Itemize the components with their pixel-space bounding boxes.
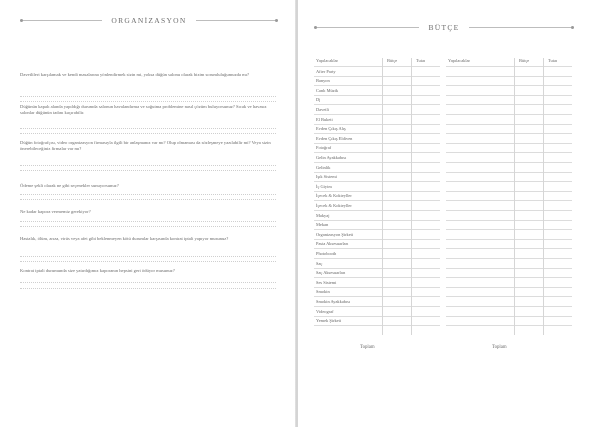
- budget-item-label: Videograf: [316, 308, 334, 314]
- budget-item-label: Makyaj: [316, 212, 330, 218]
- question-text: Ödeme şekli olarak ne gibi seçenekler sunuyorsunuz?: [20, 183, 119, 188]
- total-label: Toplam: [360, 345, 375, 350]
- row-rule: [446, 248, 572, 249]
- budget-item-label: İçecek & Kokteyller: [316, 202, 352, 208]
- page-title: BÜTÇE: [428, 22, 460, 32]
- budget-item-label: Gelinlik: [316, 164, 331, 170]
- row-rule: [314, 325, 440, 326]
- budget-item-label: Işık Sistemi: [316, 174, 337, 180]
- budget-item-label: Ses Sistemi: [316, 279, 337, 285]
- row-rule: [446, 325, 572, 326]
- column-rule: [411, 58, 412, 335]
- answer-line: [20, 96, 276, 97]
- column-header: Tutar: [416, 58, 426, 63]
- row-rule: [446, 181, 572, 182]
- budget-item-label: Mekan: [316, 222, 329, 228]
- budget-item-label: Evden Çıkış Alış: [316, 126, 346, 132]
- header-rule: [469, 27, 571, 28]
- column-header: Bütçe: [387, 58, 398, 63]
- question-item: [20, 72, 276, 78]
- budget-item-label: İçecek & Kokteyller: [316, 193, 352, 199]
- question-item: [20, 268, 276, 274]
- answer-line: [20, 199, 276, 200]
- row-rule: [446, 258, 572, 259]
- question-text: Ne kadar kapora vermemiz gerekiyor?: [20, 209, 91, 214]
- column-header: Yapılacaklar: [448, 58, 470, 63]
- question-text: Düğünün kapalı alanda yapıldığı durumda salonun havalandırma ve soğutma problemine nasıl çözüm buluyorsunuz? Sıcak ve havasız salonlar düğünün tadını kaçırabilir.: [20, 104, 267, 116]
- column-rule: [514, 58, 515, 335]
- budget-header: [314, 21, 574, 33]
- question-text: Düğün fotoğrafçısı, video organizasyon firmasıyla ilgili bir anlaşmanız var mı? Olup olmaması da sözleşmeye yazılabilir mi? Veya sizin önerebileceğiniz firmalar var mı?: [20, 140, 271, 152]
- budget-item-label: Evden Çıkış Eldiven: [316, 135, 353, 141]
- question-text: Kontrat iptali durumunda size yatırdığımız kaporanın hepsini geri ödüyor musunuz?: [20, 268, 175, 273]
- question-item: [20, 140, 276, 152]
- row-rule: [446, 152, 572, 153]
- row-rule: [446, 200, 572, 201]
- row-rule: [446, 268, 572, 269]
- row-rule: [446, 229, 572, 230]
- budget-item-label: Saç Aksesuarları: [316, 270, 346, 276]
- page-title: ORGANİZASYON: [111, 15, 187, 25]
- answer-line: [20, 128, 276, 129]
- row-rule: [446, 277, 572, 278]
- row-rule: [446, 104, 572, 105]
- answer-line: [20, 221, 276, 222]
- answer-line: [20, 282, 276, 283]
- column-rule: [382, 58, 383, 335]
- question-item: [20, 183, 276, 189]
- answer-line: [20, 133, 276, 134]
- answer-line: [20, 288, 276, 289]
- column-header: Bütçe: [519, 58, 530, 63]
- row-rule: [446, 296, 572, 297]
- total-label: Toplam: [492, 345, 507, 350]
- header-rule: [196, 20, 275, 21]
- question-text: Davetlileri karşılamak ve kendi masalarına yönlendirmek sizin mi, yoksa düğün salonu olarak bizim sorumluluğumuzda mı?: [20, 72, 249, 77]
- row-rule: [446, 85, 572, 86]
- budget-item-label: Saç: [316, 260, 323, 266]
- column-rule: [543, 58, 544, 335]
- budget-item-label: İç Giyim: [316, 183, 332, 189]
- budget-item-label: Pasta Aksesuarları: [316, 241, 349, 247]
- row-rule: [446, 172, 572, 173]
- row-rule: [446, 143, 572, 144]
- row-rule: [446, 66, 572, 67]
- answer-line: [20, 256, 276, 257]
- row-rule: [446, 239, 572, 240]
- row-rule: [446, 162, 572, 163]
- header-rule: [23, 20, 102, 21]
- answer-line: [20, 261, 276, 262]
- budget-item-label: Dj: [316, 97, 321, 103]
- row-rule: [446, 114, 572, 115]
- organization-header: [20, 14, 278, 26]
- budget-item-label: Organizasyon Şirketi: [316, 231, 354, 237]
- answer-line: [20, 194, 276, 195]
- row-rule: [446, 306, 572, 307]
- budget-item-label: Fotoğraf: [316, 145, 332, 151]
- row-rule: [446, 124, 572, 125]
- row-rule: [446, 95, 572, 96]
- row-rule: [446, 210, 572, 211]
- answer-line: [20, 165, 276, 166]
- answer-line: [20, 170, 276, 171]
- budget-item-label: Smokin Ayakkabısı: [316, 298, 351, 304]
- header-rule: [317, 27, 419, 28]
- question-item: [20, 209, 276, 215]
- budget-item-label: Canlı Müzik: [316, 87, 339, 93]
- budget-item-label: Smokin: [316, 289, 330, 295]
- header-dot-icon: [275, 19, 278, 22]
- answer-line: [20, 226, 276, 227]
- column-header: Yapılacaklar: [316, 58, 338, 63]
- column-header: Tutar: [548, 58, 558, 63]
- question-item: [20, 236, 276, 242]
- budget-item-label: Banyon: [316, 78, 330, 84]
- row-rule: [446, 191, 572, 192]
- header-dot-icon: [571, 26, 574, 29]
- budget-item-label: After Party: [316, 68, 336, 74]
- row-rule: [446, 316, 572, 317]
- question-text: Hastalık, ölüm, arıza, virüs veya afet gibi beklenmeyen kötü durumlar karşısında kontrat iptali yapıyor musunuz?: [20, 236, 229, 241]
- answer-line: [20, 101, 276, 102]
- row-rule: [446, 220, 572, 221]
- row-rule: [446, 133, 572, 134]
- budget-item-label: Yemek Şirketi: [316, 318, 342, 324]
- right-page: [298, 0, 592, 427]
- budget-item-label: Davetli: [316, 106, 329, 112]
- budget-item-label: El Buketi: [316, 116, 333, 122]
- budget-item-label: Photobooth: [316, 250, 337, 256]
- budget-item-label: Gelin Ayakkabısı: [316, 154, 347, 160]
- row-rule: [446, 287, 572, 288]
- question-item: [20, 104, 276, 116]
- row-rule: [446, 76, 572, 77]
